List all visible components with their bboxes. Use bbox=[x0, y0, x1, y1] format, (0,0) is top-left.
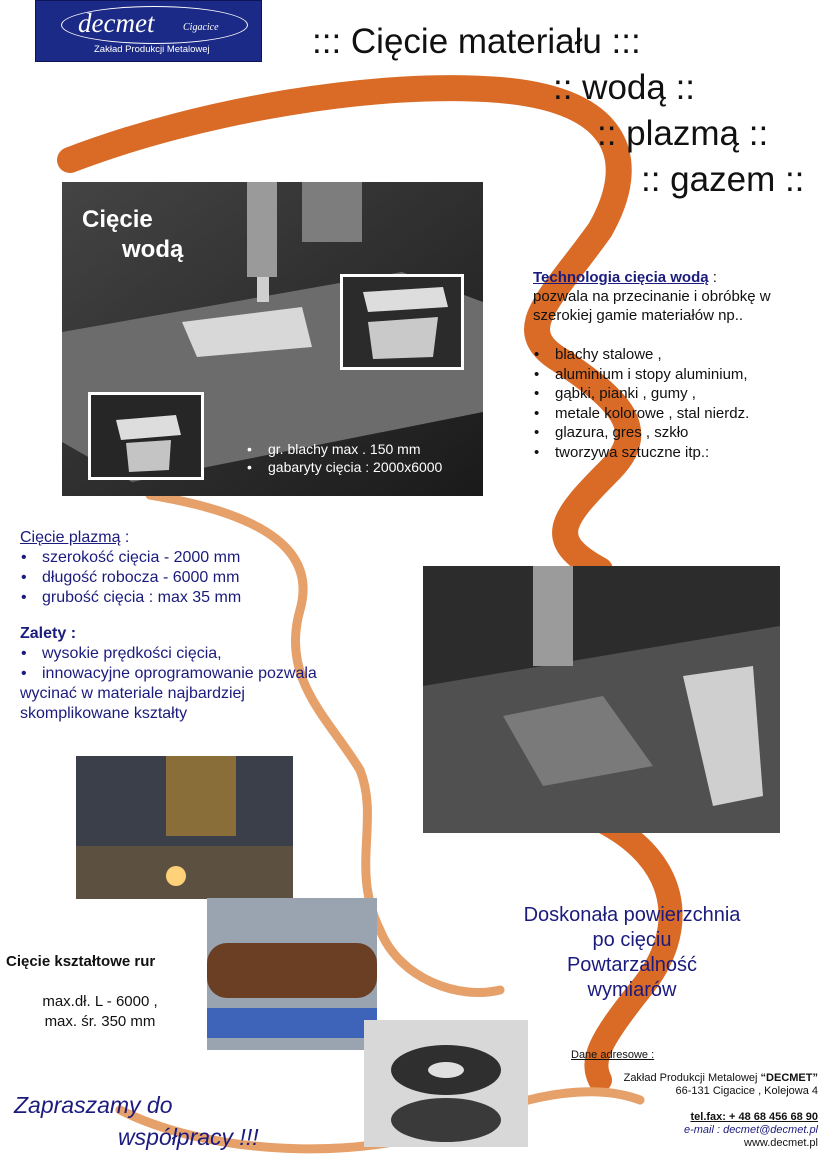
plasma-heading: Cięcie plazmą bbox=[20, 529, 121, 546]
headline-line-1: ::: Cięcie materiału ::: bbox=[312, 22, 641, 61]
advantage-item: • innowacyjne oprogramowanie pozwala bbox=[20, 664, 360, 684]
contact-email[interactable]: e-mail : decmet@decmet.pl bbox=[683, 1124, 818, 1136]
pipe-cutting-photo bbox=[207, 898, 377, 1050]
quality-line4: wymiarów bbox=[587, 979, 677, 1001]
plasma-spec-item: • długość robocza - 6000 mm bbox=[20, 568, 360, 588]
pipes-spec-line2: max. śr. 350 mm bbox=[44, 1013, 156, 1030]
advantages-list bbox=[20, 644, 360, 684]
contact-block bbox=[560, 1072, 818, 1150]
quality-line1: Doskonała powierzchnia bbox=[523, 904, 741, 926]
water-spec-item: • gr. blachy max . 150 mm bbox=[246, 440, 442, 458]
headline-line-4: :: gazem :: bbox=[641, 160, 805, 199]
quality-block bbox=[497, 903, 767, 1003]
machined-part-photo bbox=[364, 1020, 528, 1147]
contact-company-prefix: Zakład Produkcji Metalowej bbox=[623, 1072, 761, 1084]
water-photo-title-line1: Cięcie bbox=[82, 206, 153, 233]
water-tech-heading: Technologia cięcia wodą bbox=[533, 269, 709, 286]
pipes-spec-line1: max.dł. L - 6000 , bbox=[42, 993, 158, 1010]
inset-2-illustration bbox=[91, 395, 201, 477]
contact-web[interactable]: www.decmet.pl bbox=[744, 1137, 818, 1149]
plasma-heading-suffix: : bbox=[120, 529, 130, 546]
company-logo[interactable] bbox=[35, 0, 262, 62]
plasma-cut-illustration bbox=[423, 566, 780, 833]
advantages-tail: wycinać w materiale najbardziej skomplikowane kształty bbox=[20, 685, 245, 722]
pipes-heading: Cięcie kształtowe rur bbox=[6, 953, 156, 970]
water-photo-title bbox=[82, 205, 183, 265]
plasma-cut-photo bbox=[423, 566, 780, 833]
material-item: • glazura, gres , szkło bbox=[533, 423, 823, 443]
pipe-cutting-illustration bbox=[207, 898, 377, 1050]
contact-company bbox=[560, 1072, 818, 1085]
water-tech-heading-row bbox=[533, 268, 823, 287]
invite-line1: Zapraszamy do bbox=[14, 1092, 173, 1118]
pipes-specs bbox=[25, 992, 175, 1032]
invite-line2: współpracy !!! bbox=[118, 1124, 259, 1150]
water-spec-item: • gabaryty cięcia : 2000x6000 bbox=[246, 458, 442, 476]
water-inset-photo-1 bbox=[340, 274, 464, 370]
material-item: • gąbki, pianki , gumy , bbox=[533, 384, 823, 404]
headline-line-3: :: plazmą :: bbox=[597, 114, 769, 153]
contact-heading: Dane adresowe : bbox=[571, 1049, 655, 1061]
quality-line2: po cięciu bbox=[592, 929, 672, 951]
logo-brand: decmet bbox=[78, 8, 155, 38]
machined-part-illustration bbox=[364, 1020, 528, 1147]
plasma-spec-item: • szerokość cięcia - 2000 mm bbox=[20, 548, 360, 568]
advantages-heading: Zalety : bbox=[20, 625, 77, 642]
materials-list bbox=[533, 345, 823, 462]
logo-subtitle: Zakład Produkcji Metalowej bbox=[94, 44, 210, 55]
plasma-spark-photo bbox=[76, 756, 293, 899]
logo-town: Cigacice bbox=[183, 22, 219, 33]
plasma-heading-row bbox=[20, 528, 360, 548]
inset-1-illustration bbox=[343, 277, 461, 367]
water-photo-specs bbox=[246, 440, 442, 476]
plasma-block bbox=[20, 528, 360, 724]
material-item: • metale kolorowe , stal nierdz. bbox=[533, 404, 823, 424]
advantage-item: • wysokie prędkości cięcia, bbox=[20, 644, 360, 664]
contact-address: 66-131 Cigacice , Kolejowa 4 bbox=[675, 1085, 818, 1097]
water-inset-photo-2 bbox=[88, 392, 204, 480]
material-item: • blachy stalowe , bbox=[533, 345, 823, 365]
plasma-spark-illustration bbox=[76, 756, 293, 899]
water-tech-intro: pozwala na przecinanie i obróbkę w szerokiej gamie materiałów np.. bbox=[533, 288, 771, 324]
headline-line-2: :: wodą :: bbox=[553, 68, 696, 107]
plasma-specs bbox=[20, 548, 360, 608]
water-tech-block bbox=[533, 268, 823, 462]
contact-company-name: “DECMET” bbox=[760, 1072, 818, 1084]
contact-phone[interactable]: tel.fax: + 48 68 456 68 90 bbox=[690, 1111, 818, 1123]
material-item: • aluminium i stopy aluminium, bbox=[533, 365, 823, 385]
plasma-spec-item: • grubość cięcia : max 35 mm bbox=[20, 588, 360, 608]
water-tech-heading-suffix: : bbox=[708, 269, 717, 286]
material-item: • tworzywa sztuczne itp.: bbox=[533, 443, 823, 463]
water-photo-title-line2: wodą bbox=[122, 236, 184, 263]
quality-line3: Powtarzalność bbox=[566, 954, 698, 976]
